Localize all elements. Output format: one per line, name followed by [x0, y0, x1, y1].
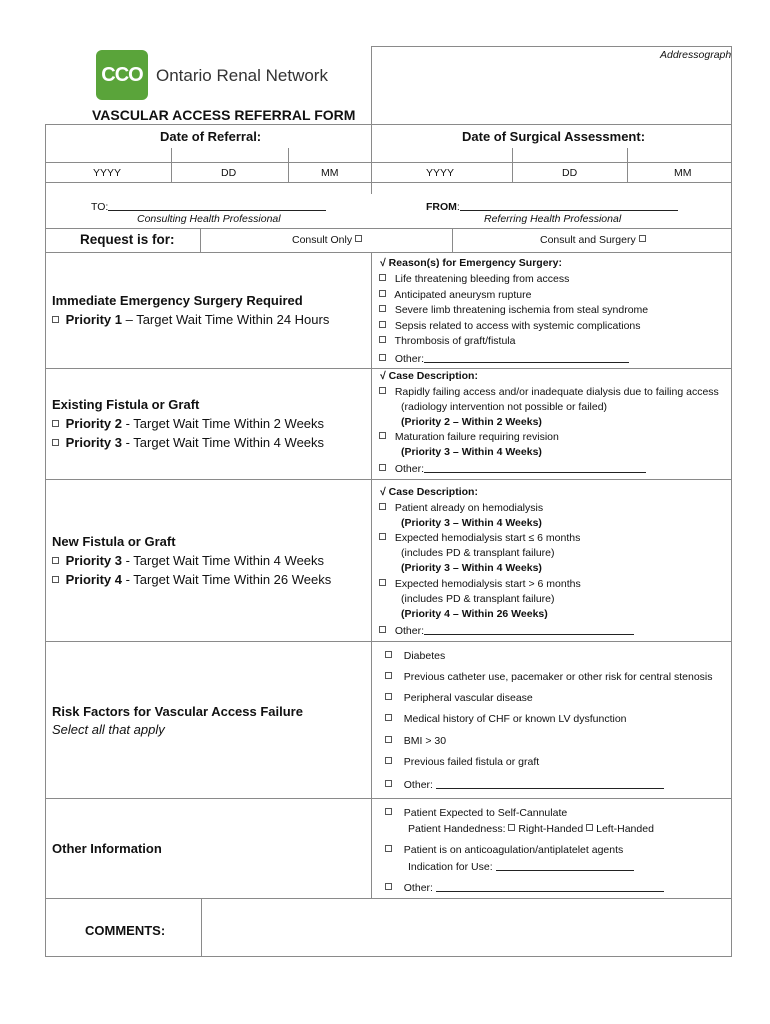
- checkbox-icon[interactable]: [379, 274, 386, 281]
- comments-field[interactable]: [203, 900, 729, 954]
- checkbox-icon[interactable]: [385, 736, 392, 743]
- priority-3-option[interactable]: Priority 3 - Target Wait Time Within 4 Weeks: [52, 436, 324, 449]
- case-item[interactable]: Expected hemodialysis start ≤ 6 months: [379, 533, 580, 544]
- checkbox-icon[interactable]: [385, 693, 392, 700]
- risk-item[interactable]: Peripheral vascular disease: [385, 693, 533, 704]
- request-divider: [200, 228, 201, 252]
- self-cannulate-option[interactable]: Patient Expected to Self-Cannulate: [385, 808, 567, 819]
- reason-item[interactable]: Anticipated aneurysm rupture: [379, 290, 531, 301]
- risk-other[interactable]: Other:: [385, 778, 664, 791]
- case-item-priority: (Priority 3 – Within 4 Weeks): [401, 562, 542, 574]
- checkbox-icon[interactable]: [639, 235, 646, 242]
- existing-title: Existing Fistula or Graft: [52, 397, 200, 412]
- checkbox-icon[interactable]: [52, 557, 59, 564]
- surgical-mm[interactable]: MM: [674, 167, 692, 179]
- risk-item[interactable]: BMI > 30: [385, 736, 446, 747]
- surgical-dd[interactable]: DD: [562, 167, 578, 179]
- checkbox-icon[interactable]: [379, 503, 386, 510]
- addressograph-label: Addressograph: [660, 49, 732, 61]
- consult-only-option[interactable]: Consult Only: [292, 235, 365, 246]
- emergency-title: Immediate Emergency Surgery Required: [52, 293, 303, 308]
- request-divider: [452, 228, 453, 252]
- referral-yyyy[interactable]: YYYY: [93, 167, 122, 179]
- checkbox-icon[interactable]: [379, 579, 386, 586]
- checkbox-icon[interactable]: [52, 576, 59, 583]
- case-item-priority: (Priority 3 – Within 4 Weeks): [401, 446, 542, 458]
- checkbox-icon[interactable]: [52, 316, 59, 323]
- new-case-header: √ Case Description:: [380, 486, 478, 498]
- case-item[interactable]: Maturation failure requiring revision: [379, 432, 559, 443]
- checkbox-icon[interactable]: [52, 439, 59, 446]
- referral-dd[interactable]: DD: [221, 167, 237, 179]
- date-tick: [627, 148, 628, 182]
- section-line: [45, 368, 732, 369]
- risk-item[interactable]: Previous failed fistula or graft: [385, 757, 539, 768]
- checkbox-icon[interactable]: [379, 464, 386, 471]
- section-line: [45, 898, 732, 899]
- priority-3-new-option[interactable]: Priority 3 - Target Wait Time Within 4 Weeks: [52, 554, 324, 567]
- checkbox-icon[interactable]: [379, 533, 386, 540]
- other-info-other[interactable]: Other:: [385, 881, 664, 894]
- request-bottom-line: [45, 252, 732, 253]
- risk-item[interactable]: Medical history of CHF or known LV dysfunction: [385, 714, 627, 725]
- date-of-referral-label: Date of Referral:: [160, 129, 262, 144]
- frame-left: [45, 124, 46, 956]
- checkbox-icon[interactable]: [379, 387, 386, 394]
- checkbox-icon[interactable]: [379, 336, 386, 343]
- date-divider: [371, 124, 372, 194]
- checkbox-icon[interactable]: [385, 672, 392, 679]
- reason-other[interactable]: Other:: [379, 352, 629, 365]
- priority-1-option[interactable]: Priority 1 – Target Wait Time Within 24 Hours: [52, 313, 329, 326]
- checkbox-icon[interactable]: [52, 420, 59, 427]
- case-item-detail: (radiology intervention not possible or failed): [401, 401, 608, 413]
- checkbox-icon[interactable]: [379, 626, 386, 633]
- case-item[interactable]: Patient already on hemodialysis: [379, 503, 543, 514]
- risk-item[interactable]: Previous catheter use, pacemaker or other risk for central stenosis: [385, 672, 713, 683]
- emergency-reasons-header: √ Reason(s) for Emergency Surgery:: [380, 257, 562, 269]
- case-item-priority: (Priority 4 – Within 26 Weeks): [401, 608, 548, 620]
- comments-divider: [201, 898, 202, 956]
- addressograph-top: [371, 46, 731, 47]
- cco-logo: CCO: [96, 50, 148, 100]
- existing-case-header: √ Case Description:: [380, 370, 478, 382]
- frame-top: [45, 124, 732, 125]
- checkbox-icon[interactable]: [385, 780, 392, 787]
- consult-and-surgery-option[interactable]: Consult and Surgery: [540, 235, 649, 246]
- checkbox-icon[interactable]: [385, 845, 392, 852]
- anticoagulation-option[interactable]: Patient is on anticoagulation/antiplatelet agents: [385, 845, 623, 856]
- checkbox-icon[interactable]: [586, 824, 593, 831]
- other-info-title: Other Information: [52, 841, 162, 856]
- case-item-priority: (Priority 3 – Within 4 Weeks): [401, 517, 542, 529]
- referral-mm[interactable]: MM: [321, 167, 339, 179]
- addressograph-left: [371, 46, 372, 124]
- section-divider: [371, 252, 372, 898]
- checkbox-icon[interactable]: [379, 305, 386, 312]
- checkbox-icon[interactable]: [385, 883, 392, 890]
- priority-2-option[interactable]: Priority 2 - Target Wait Time Within 2 Weeks: [52, 417, 324, 430]
- new-title: New Fistula or Graft: [52, 534, 176, 549]
- to-field[interactable]: TO:: [91, 200, 326, 213]
- surgical-yyyy[interactable]: YYYY: [426, 167, 455, 179]
- reason-item[interactable]: Severe limb threatening ischemia from steal syndrome: [379, 305, 648, 316]
- priority-4-option[interactable]: Priority 4 - Target Wait Time Within 26 Weeks: [52, 573, 331, 586]
- checkbox-icon[interactable]: [385, 757, 392, 764]
- checkbox-icon[interactable]: [385, 714, 392, 721]
- section-line: [45, 479, 732, 480]
- case-item[interactable]: Rapidly failing access and/or inadequate dialysis due to failing access: [379, 387, 719, 398]
- case-item-detail: (includes PD & transplant failure): [401, 547, 555, 559]
- request-label: Request is for:: [80, 232, 175, 247]
- case-item-priority: (Priority 2 – Within 2 Weeks): [401, 416, 542, 428]
- checkbox-icon[interactable]: [379, 321, 386, 328]
- case-item-detail: (includes PD & transplant failure): [401, 593, 555, 605]
- handedness-row: Patient Handedness: Right-Handed Left-Handed: [408, 823, 654, 835]
- date-row-line: [45, 162, 732, 163]
- section-line: [45, 641, 732, 642]
- date-bottom-line: [45, 182, 732, 183]
- org-name: Ontario Renal Network: [156, 66, 328, 85]
- date-of-surgical-assessment-label: Date of Surgical Assessment:: [462, 129, 646, 144]
- from-field[interactable]: FROM:: [426, 200, 678, 213]
- frame-bottom: [45, 956, 732, 957]
- section-line: [45, 798, 732, 799]
- checkbox-icon[interactable]: [355, 235, 362, 242]
- checkbox-icon[interactable]: [385, 651, 392, 658]
- reason-item[interactable]: Sepsis related to access with systemic complications: [379, 321, 641, 332]
- date-tick: [512, 148, 513, 182]
- checkbox-icon[interactable]: [379, 290, 386, 297]
- risk-subtitle: Select all that apply: [52, 722, 165, 737]
- case-item[interactable]: Expected hemodialysis start > 6 months: [379, 579, 581, 590]
- date-tick: [288, 148, 289, 182]
- date-tick: [171, 148, 172, 182]
- checkbox-icon[interactable]: [379, 432, 386, 439]
- to-caption: Consulting Health Professional: [137, 213, 281, 225]
- from-caption: Referring Health Professional: [484, 213, 622, 225]
- checkbox-icon[interactable]: [385, 808, 392, 815]
- form-title: VASCULAR ACCESS REFERRAL FORM: [92, 107, 356, 123]
- comments-label: COMMENTS:: [85, 923, 166, 938]
- checkbox-icon[interactable]: [379, 354, 386, 361]
- reason-item[interactable]: Life threatening bleeding from access: [379, 274, 569, 285]
- indication-field[interactable]: Indication for Use:: [408, 860, 634, 873]
- risk-item[interactable]: Diabetes: [385, 651, 445, 662]
- case-other[interactable]: Other:: [379, 624, 634, 637]
- risk-title: Risk Factors for Vascular Access Failure: [52, 704, 303, 719]
- checkbox-icon[interactable]: [508, 824, 515, 831]
- request-top-line: [45, 228, 732, 229]
- reason-item[interactable]: Thrombosis of graft/fistula: [379, 336, 515, 347]
- case-other[interactable]: Other:: [379, 462, 646, 475]
